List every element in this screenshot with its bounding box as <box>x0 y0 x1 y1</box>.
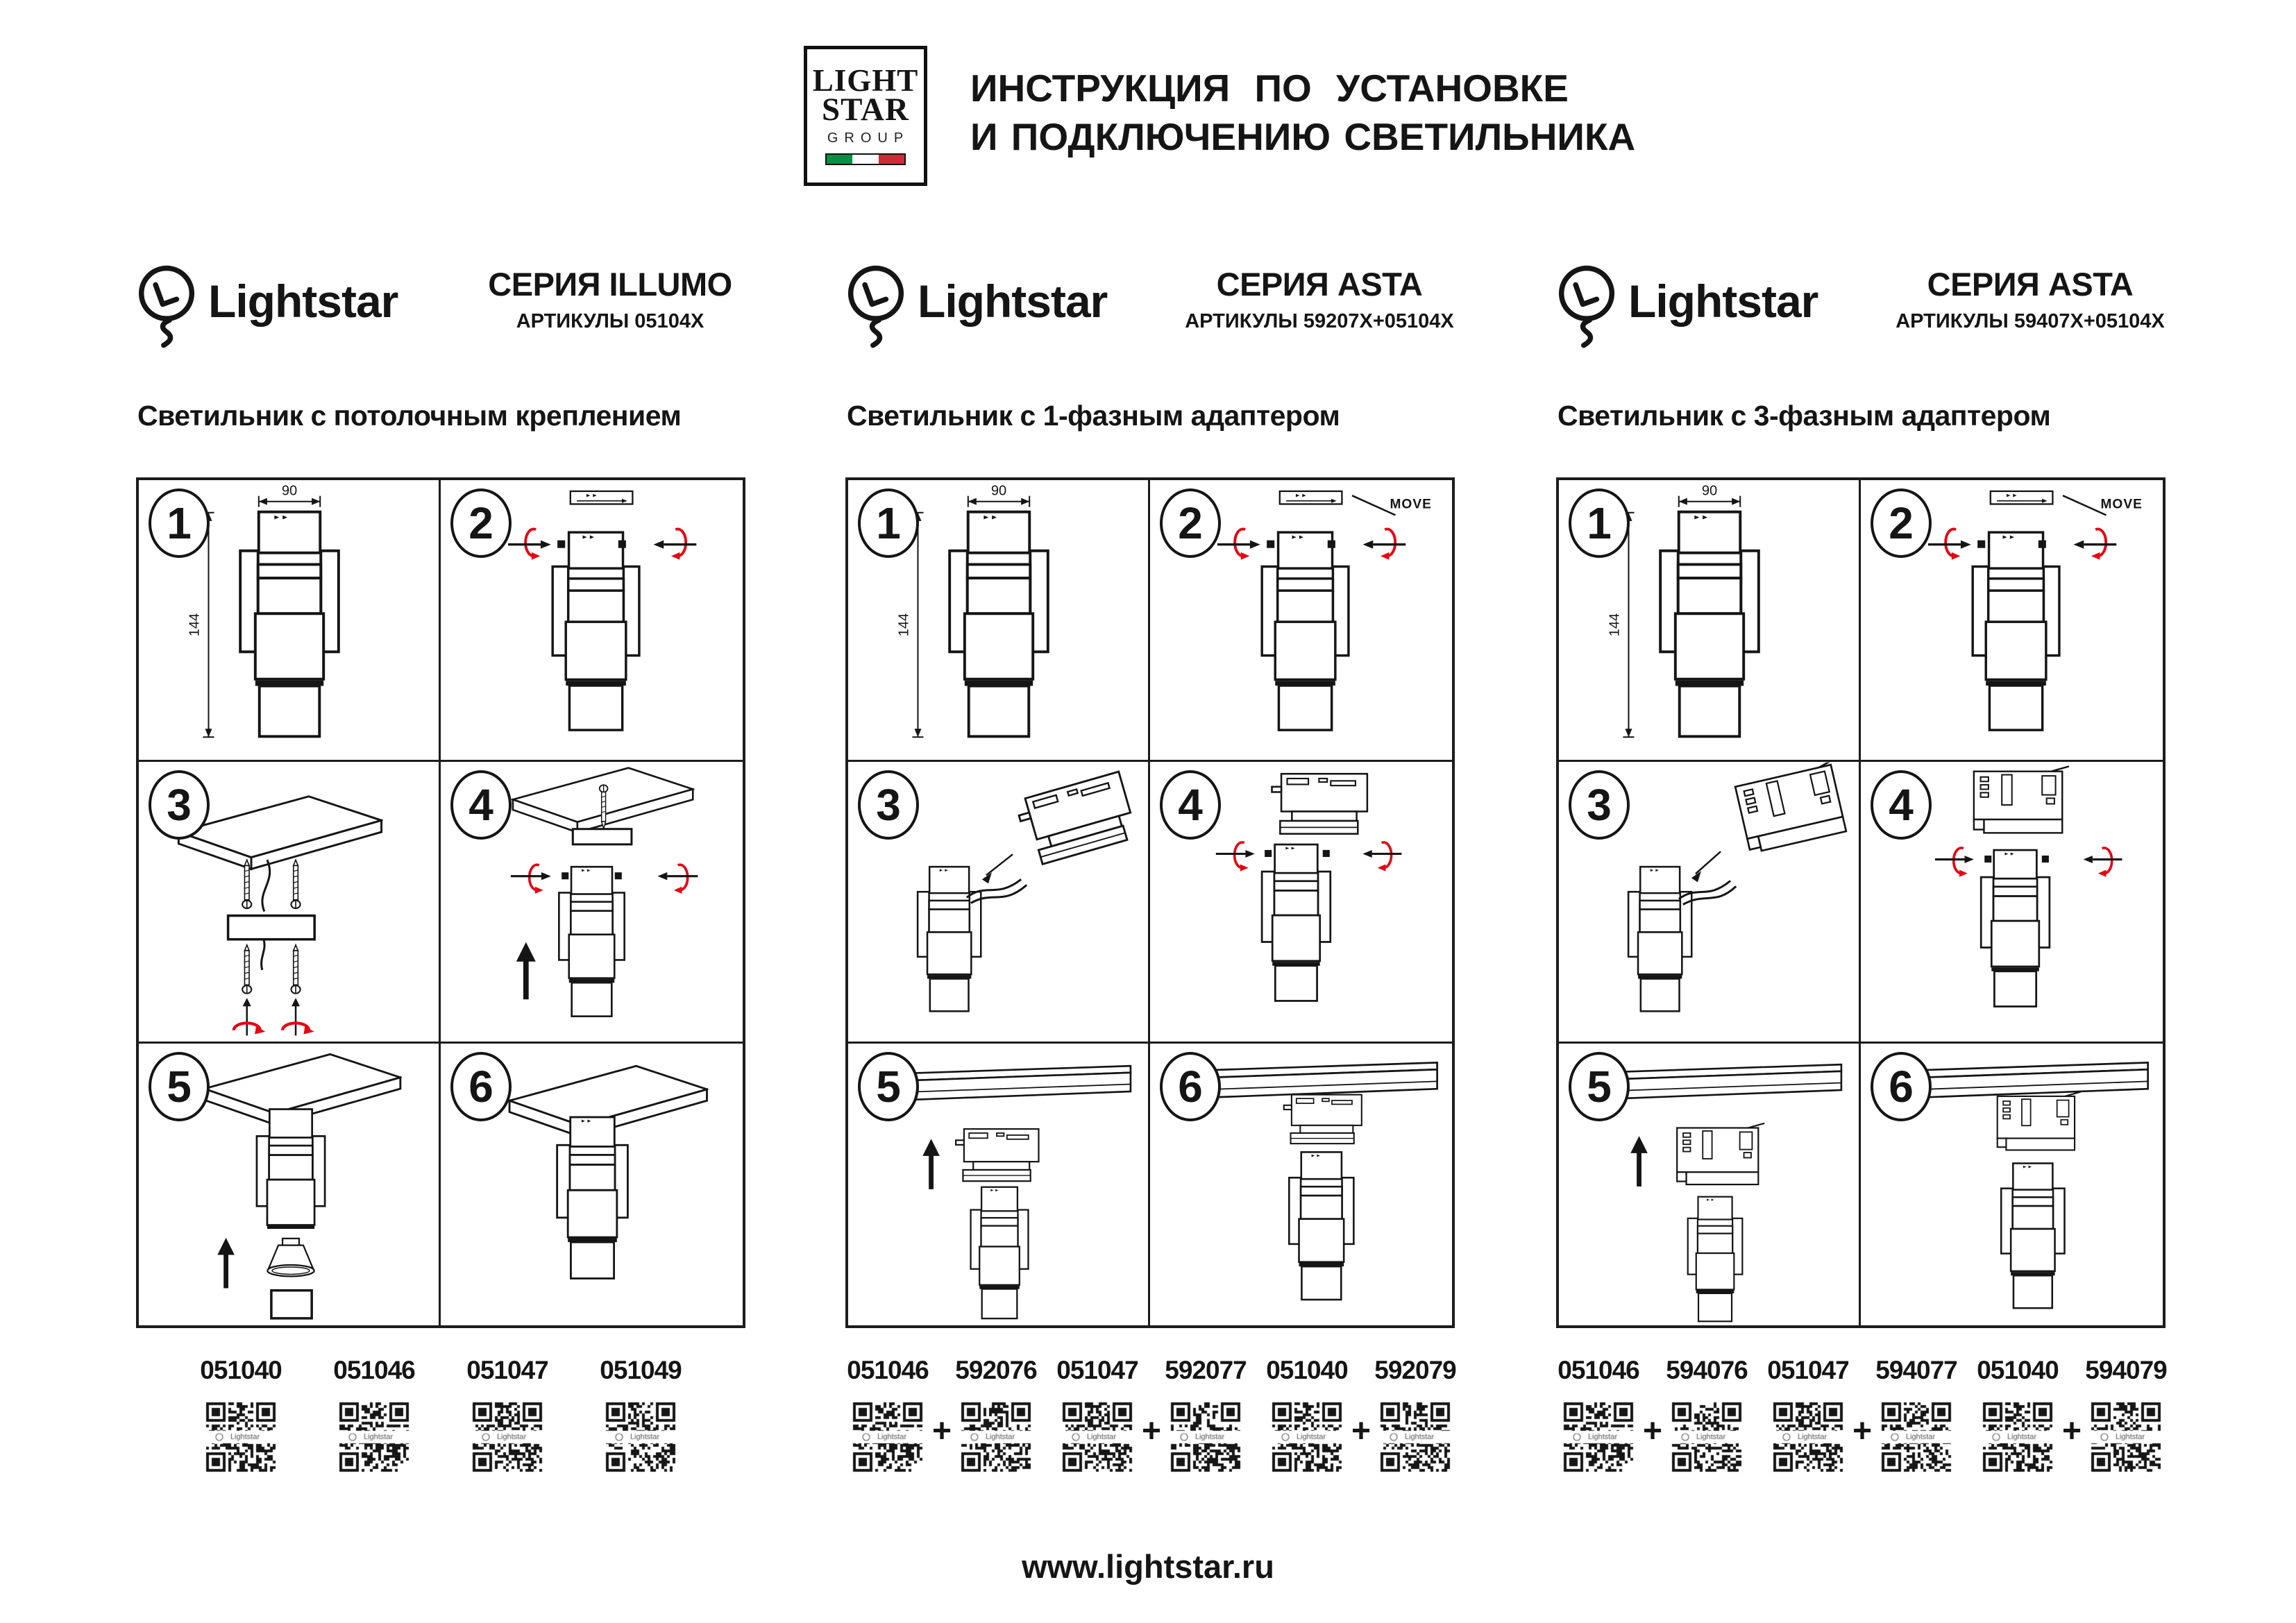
lightstar-bulb-icon <box>1556 262 1617 350</box>
step-number: 6 <box>1160 1052 1221 1121</box>
step-cell <box>441 1044 743 1325</box>
qr-pair <box>1558 1356 1748 1478</box>
qr-label: 051040 <box>200 1356 282 1384</box>
qr-code <box>1767 1396 1849 1478</box>
brand-wordmark: Lightstar <box>208 275 398 327</box>
step-number: 4 <box>1160 770 1221 840</box>
qr-pair <box>1977 1356 2167 1478</box>
qr-label: 594077 <box>1875 1356 1957 1384</box>
step-number: 3 <box>1569 770 1630 840</box>
qr-item <box>1767 1356 1849 1478</box>
brand-wordmark: Lightstar <box>1628 275 1818 327</box>
qr-item <box>1165 1356 1247 1478</box>
qr-code <box>466 1396 548 1478</box>
series-name: СЕРИЯ ASTA <box>1216 266 1423 303</box>
doc-title-line2: И ПОДКЛЮЧЕНИЮ СВЕТИЛЬНИКА <box>970 115 1636 159</box>
step-number: 5 <box>1569 1052 1630 1121</box>
step-cell <box>1559 1044 1861 1325</box>
step-number: 1 <box>858 488 919 558</box>
step-number: 2 <box>1871 488 1932 558</box>
step-number: 1 <box>1569 488 1630 558</box>
step-number: 4 <box>1871 770 1932 840</box>
qr-row <box>136 1356 745 1478</box>
step-cell <box>1559 480 1861 762</box>
column-illumo <box>136 258 745 1563</box>
plus-sign: + <box>2061 1413 2082 1450</box>
plus-sign: + <box>932 1413 952 1450</box>
step-cell <box>848 762 1150 1044</box>
step-number: 6 <box>450 1052 512 1121</box>
qr-pair <box>1056 1356 1247 1478</box>
brand-row <box>136 258 745 376</box>
step-number: 4 <box>450 770 512 840</box>
step-number: 2 <box>1160 488 1221 558</box>
steps-grid <box>136 477 745 1328</box>
step-number: 6 <box>1871 1052 1932 1121</box>
lightstar-bulb-icon <box>845 262 906 350</box>
step-cell <box>1861 480 2163 762</box>
series-block <box>475 265 745 333</box>
step-cell <box>1150 1044 1452 1325</box>
qr-code <box>1875 1396 1957 1478</box>
section-title: Светильник с 3-фазным адаптером <box>1558 400 2051 432</box>
qr-item <box>847 1356 929 1478</box>
flag-white <box>852 155 878 164</box>
qr-label: 051040 <box>1266 1356 1348 1384</box>
qr-code <box>600 1396 682 1478</box>
qr-item <box>2085 1356 2167 1478</box>
flag-red <box>879 155 904 164</box>
qr-code <box>847 1396 929 1478</box>
qr-label: 592076 <box>955 1356 1037 1384</box>
brand-row <box>1556 258 2166 376</box>
brand-row <box>845 258 1455 376</box>
doc-title <box>970 64 1635 162</box>
qr-code <box>1558 1396 1639 1478</box>
step-cell <box>1150 762 1452 1044</box>
series-articles: АРТИКУЛЫ 59207X+05104X <box>1185 310 1454 332</box>
qr-pair <box>1266 1356 1456 1478</box>
plus-sign: + <box>1643 1413 1663 1450</box>
steps-grid <box>1556 477 2166 1328</box>
qr-label: 051046 <box>1558 1356 1639 1384</box>
lightstar-bulb-icon <box>136 262 197 350</box>
qr-label: 051046 <box>847 1356 929 1384</box>
logo-star: STAR <box>822 92 909 128</box>
qr-item <box>600 1356 682 1478</box>
step-number: 5 <box>858 1052 919 1121</box>
qr-code <box>1977 1396 2059 1478</box>
step-cell <box>139 480 441 762</box>
step-number: 5 <box>149 1052 210 1121</box>
qr-label: 051047 <box>466 1356 548 1384</box>
lightstar-group-logo <box>804 46 927 186</box>
step-cell <box>441 480 743 762</box>
qr-item <box>333 1356 415 1478</box>
qr-label: 051047 <box>1767 1356 1849 1384</box>
qr-code <box>333 1396 415 1478</box>
step-number: 2 <box>450 488 512 558</box>
plus-sign: + <box>1141 1413 1162 1450</box>
qr-code <box>1165 1396 1247 1478</box>
plus-sign: + <box>1852 1413 1873 1450</box>
series-block <box>1895 265 2166 333</box>
step-cell <box>1150 480 1452 762</box>
qr-code <box>2085 1396 2167 1478</box>
step-cell <box>848 480 1150 762</box>
qr-item <box>200 1356 282 1478</box>
qr-item <box>1558 1356 1639 1478</box>
qr-label: 051047 <box>1056 1356 1138 1384</box>
section-title: Светильник с 1-фазным адаптером <box>847 400 1340 432</box>
qr-item <box>1374 1356 1456 1478</box>
qr-label: 594079 <box>2085 1356 2167 1384</box>
section-title: Светильник с потолочным креплением <box>137 400 682 432</box>
qr-row <box>1556 1356 2168 1478</box>
qr-code <box>1374 1396 1456 1478</box>
step-cell <box>139 1044 441 1325</box>
steps-grid <box>845 477 1455 1328</box>
step-cell <box>1861 762 2163 1044</box>
logo-group: GROUP <box>827 130 910 146</box>
column-asta-3phase <box>1556 258 2166 1563</box>
qr-item <box>955 1356 1037 1478</box>
column-asta-1phase <box>845 258 1455 1563</box>
qr-label: 592079 <box>1374 1356 1456 1384</box>
series-articles: АРТИКУЛЫ 05104X <box>516 310 704 332</box>
step-cell <box>1559 762 1861 1044</box>
qr-pair <box>1767 1356 1957 1478</box>
qr-item <box>466 1356 548 1478</box>
qr-label: 594076 <box>1666 1356 1748 1384</box>
qr-label: 051040 <box>1977 1356 2059 1384</box>
series-name: СЕРИЯ ILLUMO <box>488 266 732 303</box>
series-articles: АРТИКУЛЫ 59407X+05104X <box>1896 310 2165 332</box>
plus-sign: + <box>1351 1413 1371 1450</box>
qr-pair <box>847 1356 1037 1478</box>
flag-green <box>827 155 852 164</box>
qr-label: 592077 <box>1165 1356 1247 1384</box>
qr-code <box>1056 1396 1138 1478</box>
qr-code <box>955 1396 1037 1478</box>
doc-title-line1: ИНСТРУКЦИЯ ПО УСТАНОВКЕ <box>970 67 1569 110</box>
qr-code <box>200 1396 282 1478</box>
brand-wordmark: Lightstar <box>918 275 1108 327</box>
qr-item <box>1266 1356 1348 1478</box>
step-cell <box>848 1044 1150 1325</box>
series-block <box>1184 265 1455 333</box>
qr-item <box>1666 1356 1748 1478</box>
qr-item <box>1977 1356 2059 1478</box>
step-cell <box>139 762 441 1044</box>
qr-code <box>1266 1396 1348 1478</box>
step-number: 3 <box>858 770 919 840</box>
qr-item <box>1875 1356 1957 1478</box>
footer-url: www.lightstar.ru <box>1022 1548 1274 1585</box>
step-number: 3 <box>149 770 210 840</box>
qr-label: 051046 <box>333 1356 415 1384</box>
series-name: СЕРИЯ ASTA <box>1927 266 2134 303</box>
qr-row <box>845 1356 1458 1478</box>
step-number: 1 <box>149 488 210 558</box>
step-cell <box>441 762 743 1044</box>
step-cell <box>1861 1044 2163 1325</box>
italy-flag <box>825 153 906 165</box>
qr-code <box>1666 1396 1748 1478</box>
logo-light: LIGHT <box>812 62 919 98</box>
qr-label: 051049 <box>600 1356 682 1384</box>
qr-item <box>1056 1356 1138 1478</box>
